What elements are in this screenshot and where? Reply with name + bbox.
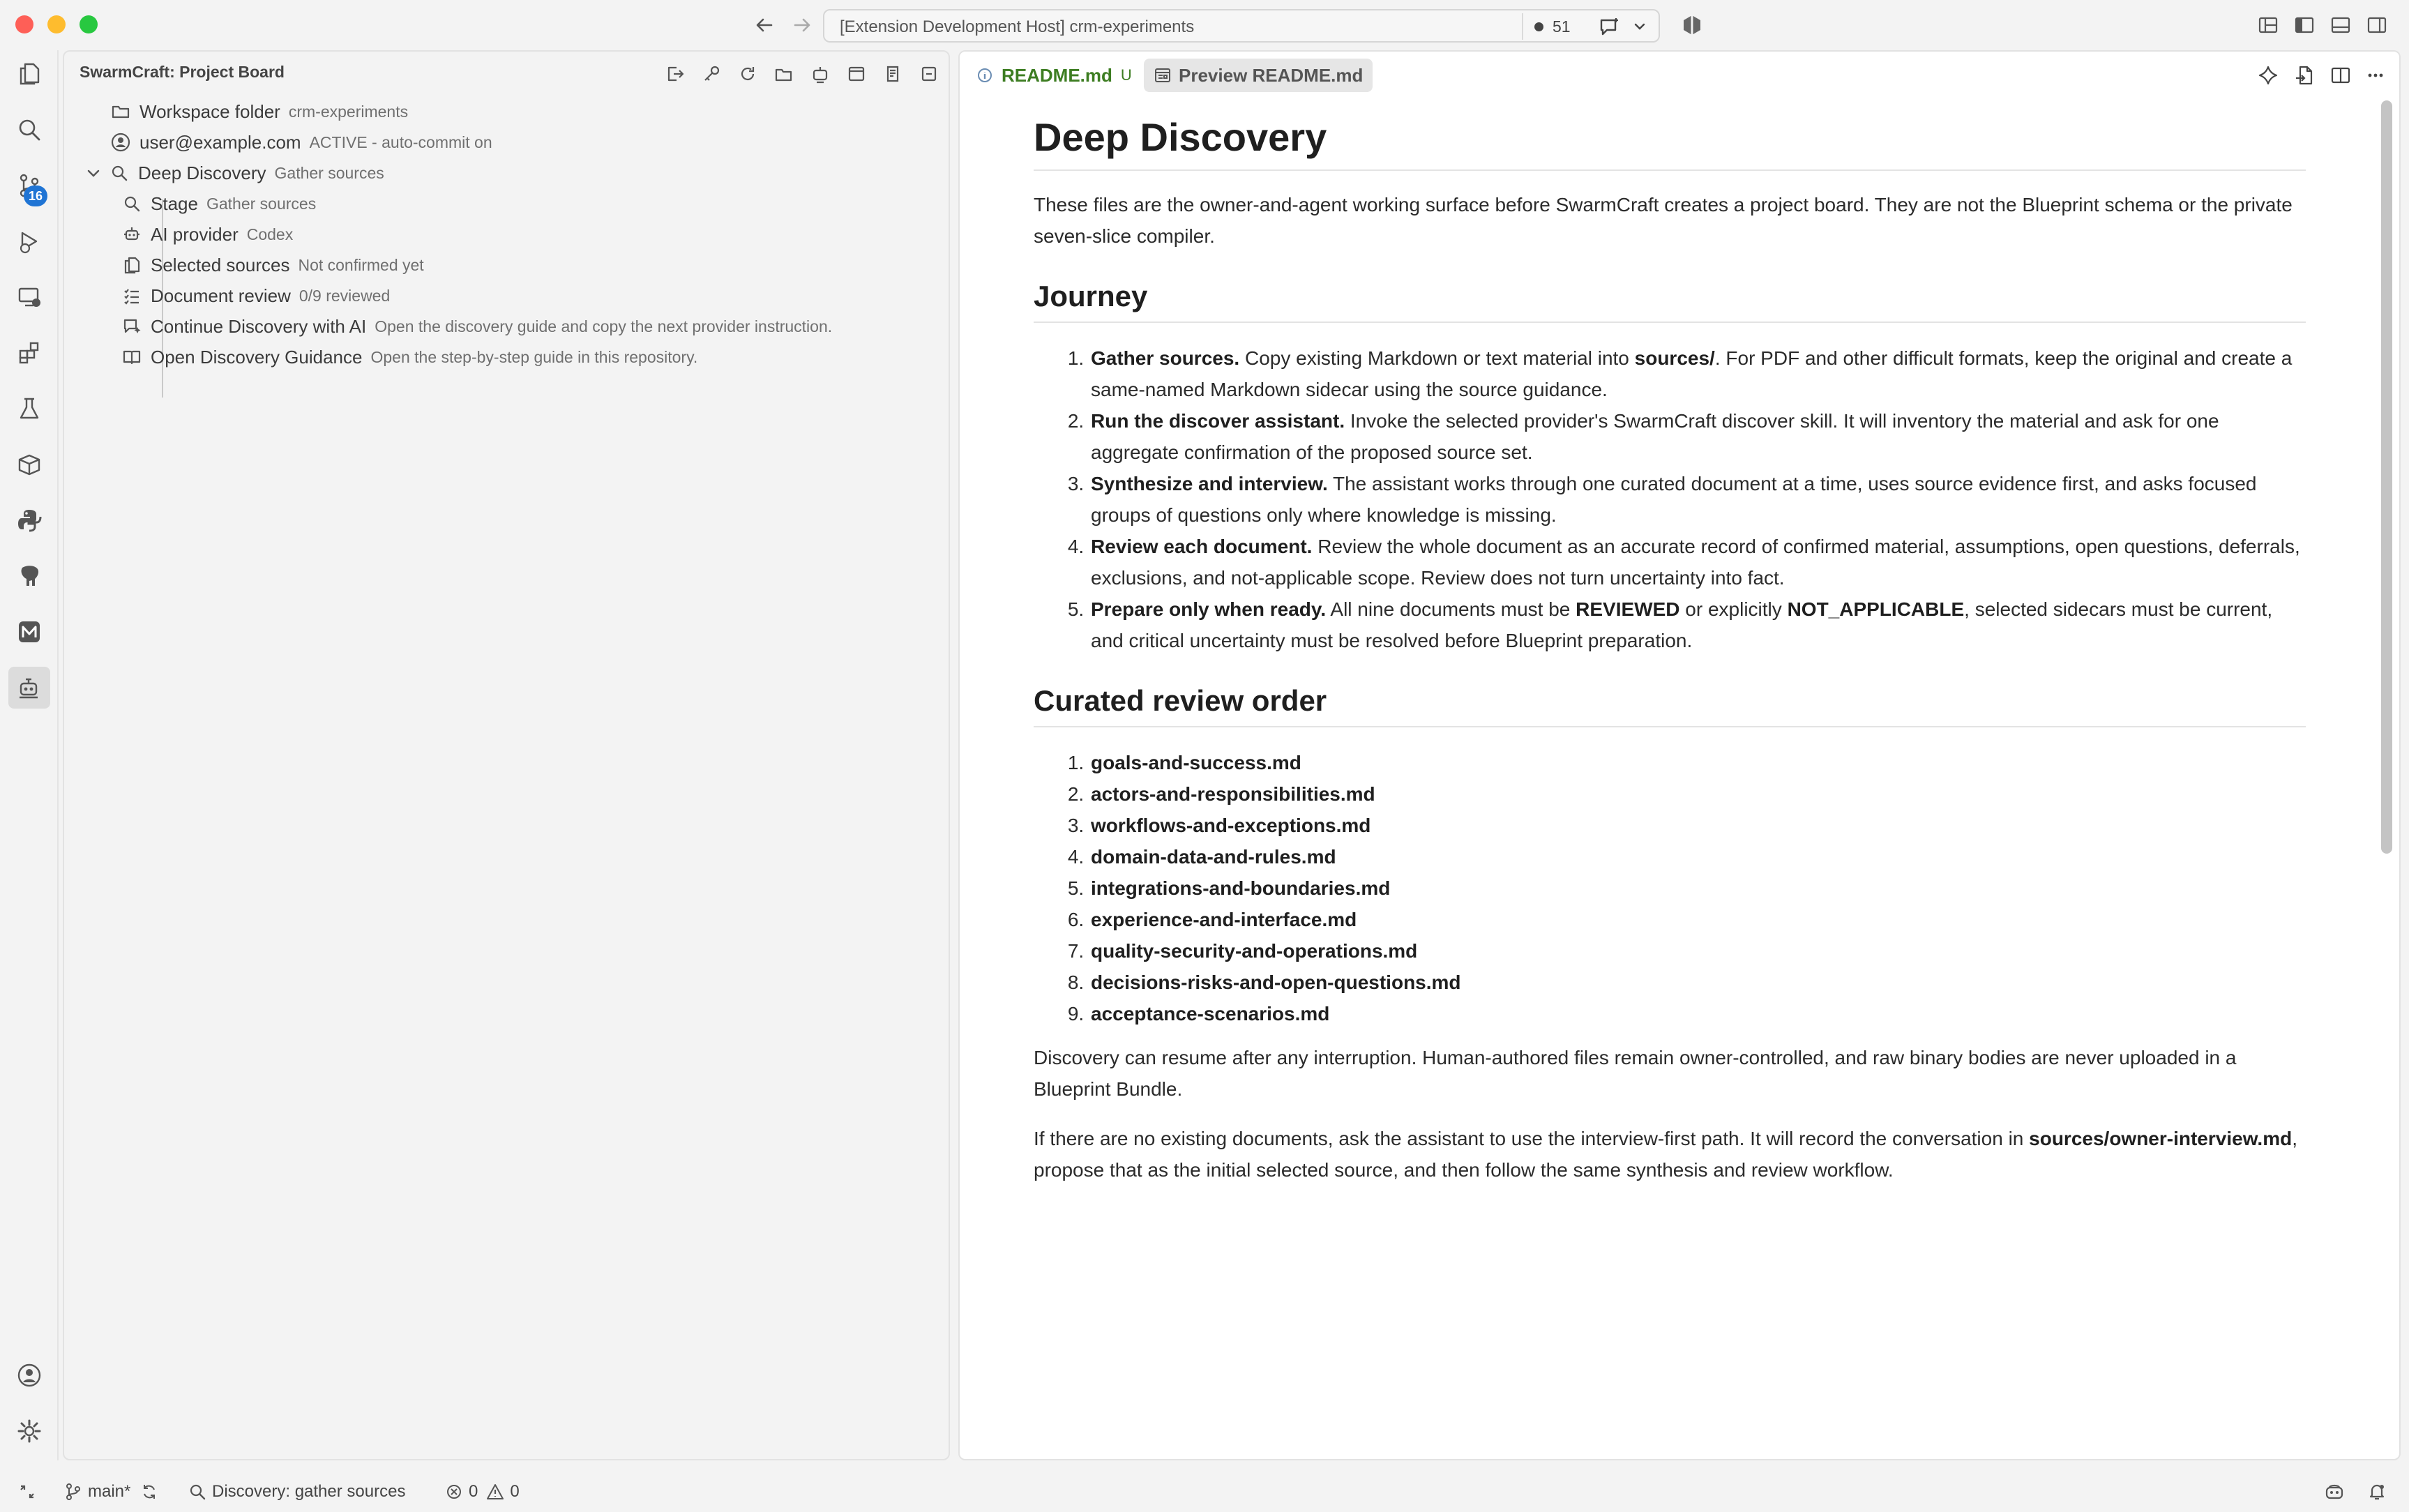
file-name: actors-and-responsibilities.md <box>1091 783 1375 805</box>
step-text: The assistant works through one curated document at a time, uses source evidence first, and asks focused groups of questions only where knowledge is missing. <box>1091 473 2257 526</box>
file-name: experience-and-interface.md <box>1091 909 1357 930</box>
run-debug-icon[interactable] <box>8 220 50 262</box>
account-icon <box>109 130 133 154</box>
list-item <box>1089 531 2306 594</box>
command-center-divider <box>1522 13 1523 40</box>
tree-item-label: Open Discovery Guidance <box>151 346 363 368</box>
explorer-icon[interactable] <box>8 53 50 95</box>
container-box-icon[interactable] <box>8 444 50 485</box>
chevron-down-icon[interactable] <box>84 161 103 185</box>
open-source-icon[interactable] <box>2290 61 2318 89</box>
extensions-icon[interactable] <box>8 332 50 374</box>
inline-bold: sources/owner-interview.md <box>2029 1128 2293 1149</box>
tree-item-description: Codex <box>246 225 294 243</box>
tree-item-workspace-folder[interactable] <box>109 96 408 127</box>
list-item <box>1089 405 2306 468</box>
interview-paragraph <box>1034 1123 2306 1186</box>
tree-item-label: Continue Discovery with AI <box>151 315 367 337</box>
tab-label: Preview README.md <box>1179 64 1364 86</box>
file-name: decisions-risks-and-open-questions.md <box>1091 972 1461 993</box>
tab-label: README.md <box>1002 64 1112 86</box>
folder-icon <box>109 100 133 123</box>
toggle-primary-sidebar-icon[interactable] <box>2293 14 2316 36</box>
file-name: workflows-and-exceptions.md <box>1091 815 1371 836</box>
source-control-badge: 16 <box>24 186 47 206</box>
list-item <box>1089 967 2306 998</box>
toggle-secondary-sidebar-icon[interactable] <box>2366 14 2388 36</box>
tree-item-description: Gather sources <box>206 194 317 213</box>
tree-item-continue-discovery[interactable] <box>120 311 832 342</box>
tree-item-description: Gather sources <box>274 163 384 182</box>
tree-item-label: Deep Discovery <box>138 162 266 183</box>
step-text: Review the whole document as an accurate record of confirmed material, assumptions, open questions, deferrals, exclusions, and not-applicable scope. Review does not turn uncertainty into fact. <box>1091 536 2300 589</box>
step-text: or explicitly <box>1679 598 1788 620</box>
status-bar <box>0 1472 2409 1512</box>
bot-icon[interactable] <box>808 61 833 86</box>
remote-explorer-icon[interactable] <box>8 276 50 318</box>
project-board-sidebar <box>63 50 950 1460</box>
tree-item-description: ACTIVE - auto-commit on <box>309 133 492 151</box>
tree-item-document-review[interactable] <box>120 280 390 311</box>
problems-status[interactable] <box>445 1481 520 1503</box>
step-text: Invoke the selected provider's SwarmCraft discover skill. It will inventory the material and ask for one aggregate confirmation of the proposed source set. <box>1091 410 2219 463</box>
tree-item-label: Selected sources <box>151 254 290 275</box>
tree-item-description: Not confirmed yet <box>298 255 424 274</box>
robot-icon <box>120 222 144 246</box>
branch-name: main* <box>88 1482 131 1501</box>
back-arrow-icon[interactable] <box>753 14 776 36</box>
file-name: acceptance-scenarios.md <box>1091 1003 1330 1025</box>
sidebar-title: SwarmCraft: Project Board <box>80 63 285 81</box>
list-item <box>1089 594 2306 656</box>
journey-heading: Journey <box>1034 280 2306 323</box>
tree-item-label: Document review <box>151 285 291 306</box>
accounts-icon[interactable] <box>8 1354 50 1396</box>
notification-count: 51 <box>1553 17 1571 36</box>
step-text: Copy existing Markdown or text material into <box>1239 347 1635 369</box>
list-item <box>1089 998 2306 1029</box>
copilot-hexagon-icon[interactable] <box>1679 13 1705 38</box>
discovery-status[interactable] <box>188 1481 405 1503</box>
files-icon <box>120 253 144 277</box>
split-editor-icon[interactable] <box>2327 61 2355 89</box>
git-status-untracked: U <box>1120 66 1132 84</box>
list-item <box>1089 872 2306 904</box>
tab-preview-readme[interactable] <box>1144 59 1373 92</box>
tree-item-label: user@example.com <box>139 131 301 153</box>
book-icon <box>120 345 144 369</box>
title-bar <box>0 0 2409 50</box>
command-center[interactable] <box>823 9 1660 43</box>
checklist-icon <box>120 284 144 308</box>
notifications-bell-icon[interactable] <box>2367 1481 2387 1503</box>
search-icon <box>120 192 144 216</box>
warning-count: 0 <box>510 1482 520 1501</box>
more-actions-icon[interactable] <box>2362 61 2389 89</box>
activity-bar <box>0 50 59 1460</box>
toggle-panel-icon[interactable] <box>2329 14 2352 36</box>
tree-item-ai-provider[interactable] <box>120 219 293 250</box>
tree-item-stage[interactable] <box>120 188 316 219</box>
collapse-all-icon[interactable] <box>916 61 942 86</box>
discovery-status-label: Discovery: gather sources <box>212 1482 406 1501</box>
tree-item-open-guidance[interactable] <box>120 342 697 372</box>
notes-icon[interactable] <box>880 61 905 86</box>
tree-item-label: Workspace folder <box>139 100 280 122</box>
step-title: Run the discover assistant. <box>1091 410 1345 432</box>
python-icon[interactable] <box>8 499 50 541</box>
file-name: domain-data-and-rules.md <box>1091 846 1336 868</box>
window-icon[interactable] <box>844 61 869 86</box>
doc-title: Deep Discovery <box>1034 114 2306 171</box>
error-icon <box>445 1483 463 1501</box>
tree-item-description: crm-experiments <box>288 102 409 121</box>
list-item <box>1089 747 2306 778</box>
close-window-button[interactable] <box>15 15 33 33</box>
step-title: Synthesize and interview. <box>1091 473 1328 494</box>
list-item <box>1089 841 2306 872</box>
tree-item-account[interactable] <box>109 127 492 158</box>
sync-icon[interactable] <box>140 1483 158 1501</box>
editor-group <box>958 50 2401 1460</box>
branch-status[interactable] <box>64 1481 164 1503</box>
ai-sparkle-icon[interactable] <box>2254 61 2282 89</box>
review-order-list <box>1034 747 2306 1029</box>
chevron-down-icon[interactable] <box>1632 19 1647 34</box>
step-title: Gather sources. <box>1091 347 1240 369</box>
editor-scrollbar[interactable] <box>2381 100 2392 854</box>
journey-list <box>1034 342 2306 656</box>
search-icon <box>107 161 131 185</box>
markdown-preview <box>1034 112 2306 1186</box>
settings-gear-icon[interactable] <box>8 1410 50 1452</box>
database-elephant-icon[interactable] <box>8 555 50 597</box>
project-board-m-icon[interactable] <box>8 611 50 653</box>
step-text: All nine documents must be <box>1326 598 1576 620</box>
remote-indicator-icon[interactable] <box>18 1481 36 1503</box>
doc-intro: These files are the owner-and-agent working surface before SwarmCraft creates a project board. They are not the Blueprint schema or the private seven-slice compiler. <box>1034 194 2293 247</box>
list-item <box>1089 342 2306 405</box>
git-branch-icon <box>64 1483 82 1501</box>
tree-item-deep-discovery[interactable] <box>84 158 384 188</box>
tree-item-label: Stage <box>151 192 198 214</box>
tree-item-description: 0/9 reviewed <box>299 286 391 305</box>
chat-icon[interactable] <box>1597 15 1622 40</box>
sign-out-icon[interactable] <box>663 61 688 86</box>
info-icon <box>976 67 993 84</box>
list-item <box>1089 904 2306 935</box>
list-item <box>1089 810 2306 841</box>
command-center-label: [Extension Development Host] crm-experiments <box>840 17 1195 36</box>
key-icon[interactable] <box>699 61 724 86</box>
paragraph-text: If there are no existing documents, ask the assistant to use the interview-first path. It will record the conversation in <box>1034 1128 2030 1149</box>
customize-layout-icon[interactable] <box>2257 14 2279 36</box>
file-name: integrations-and-boundaries.md <box>1091 877 1391 899</box>
tab-readme[interactable] <box>967 59 1142 92</box>
file-name: quality-security-and-operations.md <box>1091 940 1418 962</box>
copilot-status-icon[interactable] <box>2324 1481 2345 1503</box>
list-item <box>1089 935 2306 967</box>
resume-paragraph: Discovery can resume after any interruption. Human-authored files remain owner-controlled, and raw binary bodies are never uploaded in a Blueprint Bundle. <box>1034 1047 2237 1100</box>
editor-tabs <box>960 52 2399 96</box>
search-icon <box>188 1483 206 1501</box>
warning-icon <box>486 1483 504 1501</box>
file-name: goals-and-success.md <box>1091 752 1301 773</box>
error-count: 0 <box>469 1482 478 1501</box>
testing-flask-icon[interactable] <box>8 388 50 430</box>
maximize-window-button[interactable] <box>80 15 98 33</box>
tree-item-label: AI provider <box>151 223 239 245</box>
step-text: , selected sidecars must be current, and critical uncertainty must be resolved before Blueprint preparation. <box>1091 598 2273 651</box>
list-item <box>1089 778 2306 810</box>
step-title: Review each document. <box>1091 536 1313 557</box>
forward-arrow-icon[interactable] <box>791 14 813 36</box>
swarmcraft-robot-icon[interactable] <box>8 667 50 709</box>
inline-bold: NOT_APPLICABLE <box>1787 598 1965 620</box>
review-order-heading: Curated review order <box>1034 684 2306 727</box>
list-item <box>1089 468 2306 531</box>
inline-bold: sources/ <box>1634 347 1715 369</box>
open-folder-icon[interactable] <box>771 61 796 86</box>
step-text: . For PDF and other difficult formats, keep the original and create a same-named Markdown sidecar using the source guidance. <box>1091 347 2293 400</box>
step-title: Prepare only when ready. <box>1091 598 1327 620</box>
notification-dot-icon <box>1534 22 1543 31</box>
preview-icon <box>1154 66 1172 84</box>
tree-item-description: Open the discovery guide and copy the next provider instruction. <box>375 317 833 335</box>
minimize-window-button[interactable] <box>47 15 66 33</box>
paragraph-text: , propose that as the initial selected source, and then follow the same synthesis and review workflow. <box>1034 1128 2297 1181</box>
inline-bold: REVIEWED <box>1576 598 1680 620</box>
refresh-icon[interactable] <box>735 61 760 86</box>
tree-item-selected-sources[interactable] <box>120 250 424 280</box>
chat-sparkle-icon <box>120 315 144 338</box>
search-icon[interactable] <box>8 109 50 151</box>
tree-item-description: Open the step-by-step guide in this repository. <box>370 347 698 366</box>
